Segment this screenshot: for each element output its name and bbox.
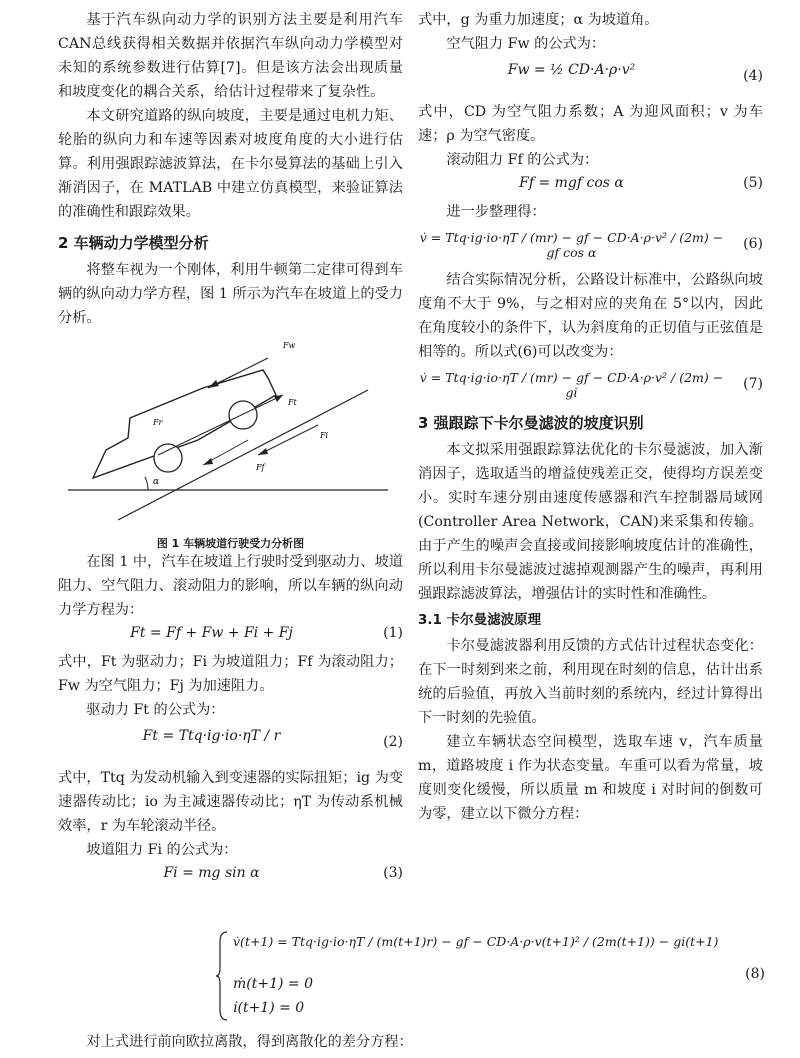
section-3-title: 3 强跟踪下卡尔曼滤波的坡度识别 <box>418 414 644 432</box>
equation-4-number: (4) <box>743 68 763 84</box>
figure-1 <box>58 330 403 550</box>
equation-7-number: (7) <box>743 376 763 392</box>
left-paragraph-3: 将整车视为一个刚体，利用牛顿第二定律可得到车辆的纵向动力学方程，图 1 所示为汽车在坡道上的受力分析。 <box>58 262 403 326</box>
right-paragraph-1: 式中，g 为重力加速度；α 为坡道角。 <box>418 12 659 28</box>
equation-6-number: (6) <box>743 236 763 252</box>
section-2-title: 2 车辆动力学模型分析 <box>58 234 209 252</box>
equation-8-line-2: ṁ(t+1) = 0 <box>233 976 314 992</box>
equation-3 <box>58 862 403 890</box>
right-column <box>418 0 763 826</box>
label-fi: Fi <box>320 431 329 440</box>
label-fw: Fw <box>283 341 296 350</box>
figure-caption: 图 1 车辆坡道行驶受力分析图 <box>156 537 305 550</box>
right-paragraph-5: 进一步整理得： <box>446 204 546 220</box>
equation-3-body: Fi = mg sin α <box>163 865 260 881</box>
left-paragraph-2: 本文研究道路的纵向坡度，主要是通过电机力矩、轮胎的纵向力和车速等因素对坡度角度的大小进行估算。利用强跟踪滤波算法，在卡尔曼算法的基础上引入渐消因子，在 MATLAB 中建立仿真模型，来验证算法的准确性和跟踪效果。 <box>58 108 403 220</box>
subsection-3-1-title: 3.1 卡尔曼滤波原理 <box>418 612 542 628</box>
equation-3-number: (3) <box>383 865 403 881</box>
label-ff: Ff <box>256 463 265 472</box>
left-paragraph-5: 式中，Ft 为驱动力；Fi 为坡道阻力；Ff 为滚动阻力；Fw 为空气阻力；Fj 为加速阻力。 <box>58 654 403 694</box>
equation-1 <box>58 622 403 650</box>
left-paragraph-1: 基于汽车纵向动力学的识别方法主要是利用汽车CAN总线获得相关数据并依据汽车纵向动力学模型对未知的系统参数进行估算[7]。但是该方法会出现质量和坡度变化的耦合关系，给估计过程带来了复杂性。 <box>58 12 403 100</box>
left-paragraph-7: 式中，Ttq 为发动机输入到变速器的实际扭矩；ig 为变速器传动比；io 为主减速器传动比；ηT 为传动系机械效率，r 为车轮滚动半径。 <box>58 770 403 834</box>
equation-8-brace <box>215 930 229 1022</box>
bottom-text <box>58 1030 758 1054</box>
right-paragraph-8: 卡尔曼滤波器利用反馈的方式估计过程状态变化：在下一时刻到来之前，利用现在时刻的信息，估计出系统的后验值，再放入当前时刻的系统内，经过计算得出下一时刻的先验值。 <box>418 638 763 726</box>
right-paragraph-7: 本文拟采用强跟踪算法优化的卡尔曼滤波，加入渐消因子，选取适当的增益使残差正交，使得均方误差变小。实时车速分别由速度传感器和汽车控制器局域网(Controller Area Network，CAN)来采集和传输。由于产生的噪声会直接或间接影响坡度估计的准确性，所以利用卡尔曼滤波过滤掉观测器产生的噪声，再利用强跟踪滤波算法，增强估计的实时性和准确性。 <box>418 442 763 602</box>
bottom-paragraph: 对上式进行前向欧拉离散，得到离散化的差分方程： <box>86 1034 413 1050</box>
equation-5-body: Ff = mgf cos α <box>519 175 624 191</box>
left-paragraph-8: 坡道阻力 Fi 的公式为： <box>86 842 238 858</box>
equation-7 <box>418 364 763 408</box>
equation-8-number: (8) <box>745 966 765 982</box>
right-paragraph-4: 滚动阻力 Ff 的公式为： <box>446 152 599 168</box>
right-paragraph-3: 式中，CD 为空气阻力系数；A 为迎风面积；v 为车速；ρ 为空气密度。 <box>418 104 763 144</box>
equation-2 <box>58 722 403 766</box>
equation-8-line-3: i̇(t+1) = 0 <box>233 1000 305 1016</box>
label-ft: Ft <box>288 398 297 407</box>
left-paragraph-4: 在图 1 中，汽车在坡道上行驶时受到驱动力、坡道阻力、空气阻力、滚动阻力的影响，所以车辆的纵向动力学方程为： <box>58 554 403 618</box>
left-paragraph-6: 驱动力 Ft 的公式为： <box>86 702 225 718</box>
equation-4 <box>418 56 763 100</box>
right-paragraph-6: 结合实际情况分析，公路设计标准中，公路纵向坡度角不大于 9%，与之相对应的夹角在 5°以内，因此在角度较小的条件下，认为斜度角的正切值与正弦值是相等的。所以式(6)可以改变为： <box>418 272 763 360</box>
right-paragraph-2: 空气阻力 Fw 的公式为： <box>446 36 606 52</box>
equation-5 <box>418 172 763 200</box>
left-column <box>58 0 403 890</box>
equation-5-number: (5) <box>743 175 763 191</box>
equation-2-number: (2) <box>383 734 403 750</box>
right-paragraph-9: 建立车辆状态空间模型，选取车速 v，汽车质量 m，道路坡度 i 作为状态变量。车重可以看为常量，坡度则变化缓慢，所以质量 m 和坡度 i 对时间的倒数可为零，建立以下微分方程： <box>418 734 763 822</box>
equation-6-body: v̇ = Ttq·ig·io·ηT / (mr) − gf − CD·A·ρ·v² / (2m) − gf cos α <box>419 230 724 260</box>
equation-1-number: (1) <box>383 625 403 641</box>
equation-1-body: Ft = Ff + Fw + Fi + Fj <box>130 625 293 641</box>
equation-2-body: Ft = Ttq·ig·io·ηT / r <box>142 728 281 744</box>
equation-7-body: v̇ = Ttq·ig·io·ηT / (mr) − gf − CD·A·ρ·v² / (2m) − gi <box>419 370 724 400</box>
force-diagram <box>58 330 403 530</box>
label-alpha: α <box>153 477 160 487</box>
equation-8-line-1: v̇(t+1) = Ttq·ig·io·ηT / (m(t+1)r) − gf − CD·A·ρ·v(t+1)² / (2m(t+1)) − gi(t+1) <box>233 934 719 949</box>
equation-4-body: Fw = ½ CD·A·ρ·v² <box>507 62 636 78</box>
equation-6 <box>418 224 763 268</box>
equation-8 <box>215 930 765 1022</box>
label-fr: Fr <box>153 418 163 427</box>
